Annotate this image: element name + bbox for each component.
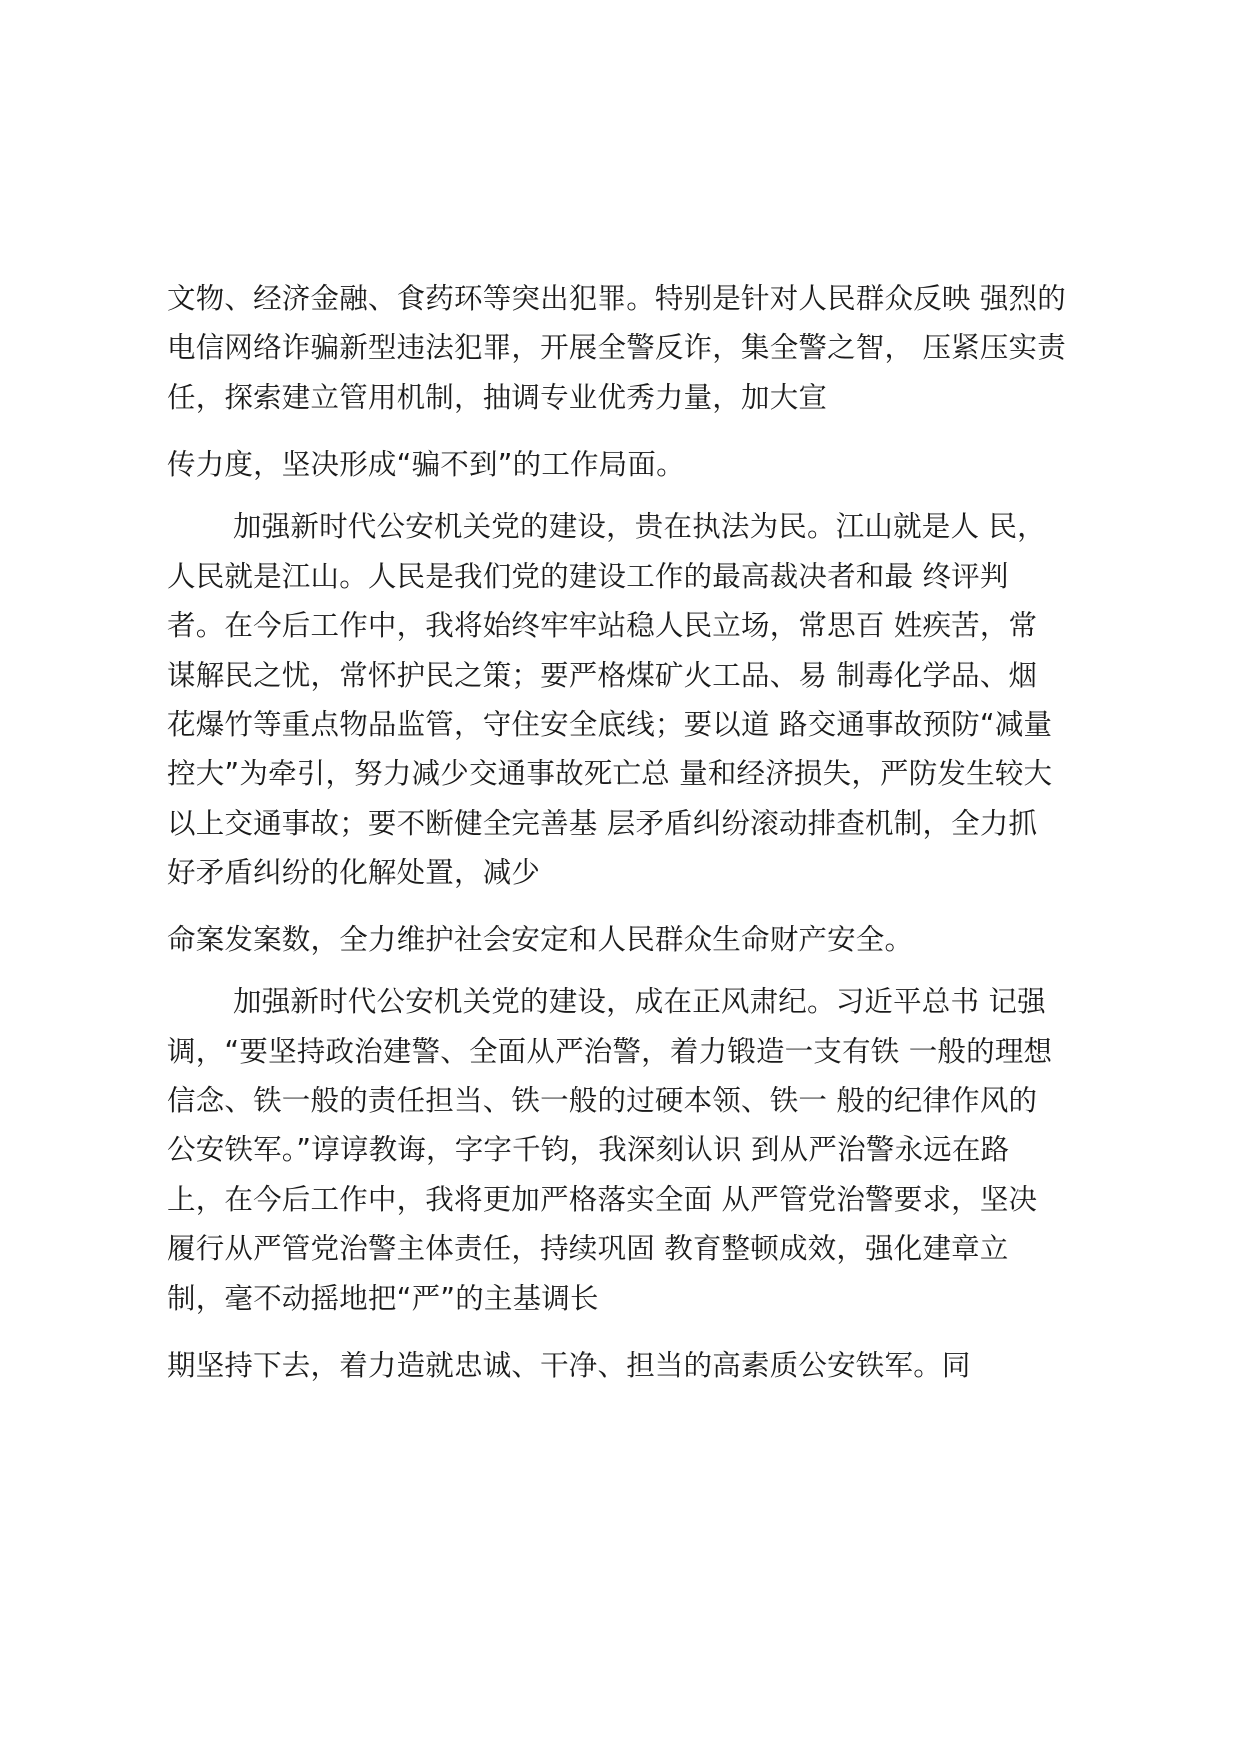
- text-line: 好矛盾纠纷的化解处置，减少: [167, 856, 541, 889]
- text-line: 者。在今后工作中，我将始终牢牢站稳人民立场，常思百 姓疾苦，常: [167, 609, 1038, 642]
- text-line: 以上交通事故；要不断健全完善基 层矛盾纠纷滚动排查机制，全力抓: [167, 807, 1038, 840]
- text-line: 命案发案数，全力维护社会安定和人民群众生命财产安全。: [167, 923, 914, 956]
- text-line: 信念、铁一般的责任担当、铁一般的过硬本领、铁一 般的纪律作风的: [167, 1084, 1038, 1117]
- paragraph-first-line: 加强新时代公安机关党的建设，贵在执法为民。江山就是人 民，: [233, 510, 1046, 543]
- text-line: 制，毫不动摇地把“严”的主基调长: [167, 1282, 599, 1315]
- text-line: 上，在今后工作中，我将更加严格落实全面 从严管党治警要求，坚决: [167, 1183, 1038, 1216]
- text-line: 履行从严管党治警主体责任，持续巩固 教育整顿成效，强化建章立: [167, 1232, 1009, 1265]
- text-line: 谋解民之忧，常怀护民之策；要严格煤矿火工品、易 制毒化学品、烟: [167, 659, 1038, 692]
- text-line: 传力度，坚决形成“骗不到”的工作局面。: [167, 448, 685, 481]
- text-line: 人民就是江山。人民是我们党的建设工作的最高裁决者和最 终评判: [167, 560, 1009, 593]
- text-line: 期坚持下去，着力造就忠诚、干净、担当的高素质公安铁军。同: [167, 1349, 971, 1382]
- text-line: 任，探索建立管用机制，抽调专业优秀力量，加大宣: [167, 381, 828, 414]
- text-line: 文物、经济金融、食药环等突出犯罪。特别是针对人民群众反映 强烈的: [167, 282, 1066, 315]
- text-line: 控大”为牵引，努力减少交通事故死亡总 量和经济损失，严防发生较大: [167, 757, 1053, 790]
- text-line: 花爆竹等重点物品监管，守住安全底线；要以道 路交通事故预防“减量: [167, 708, 1053, 741]
- text-line: 调，“要坚持政治建警、全面从严治警，着力锻造一支有铁 一般的理想: [167, 1035, 1053, 1068]
- text-line: 公安铁军。”谆谆教诲，字字千钧，我深刻认识 到从严治警永远在路: [167, 1133, 1010, 1166]
- text-line: 电信网络诈骗新型违法犯罪，开展全警反诈，集全警之智， 压紧压实责: [167, 331, 1066, 364]
- paragraph-first-line: 加强新时代公安机关党的建设，成在正风肃纪。习近平总书 记强: [233, 985, 1046, 1018]
